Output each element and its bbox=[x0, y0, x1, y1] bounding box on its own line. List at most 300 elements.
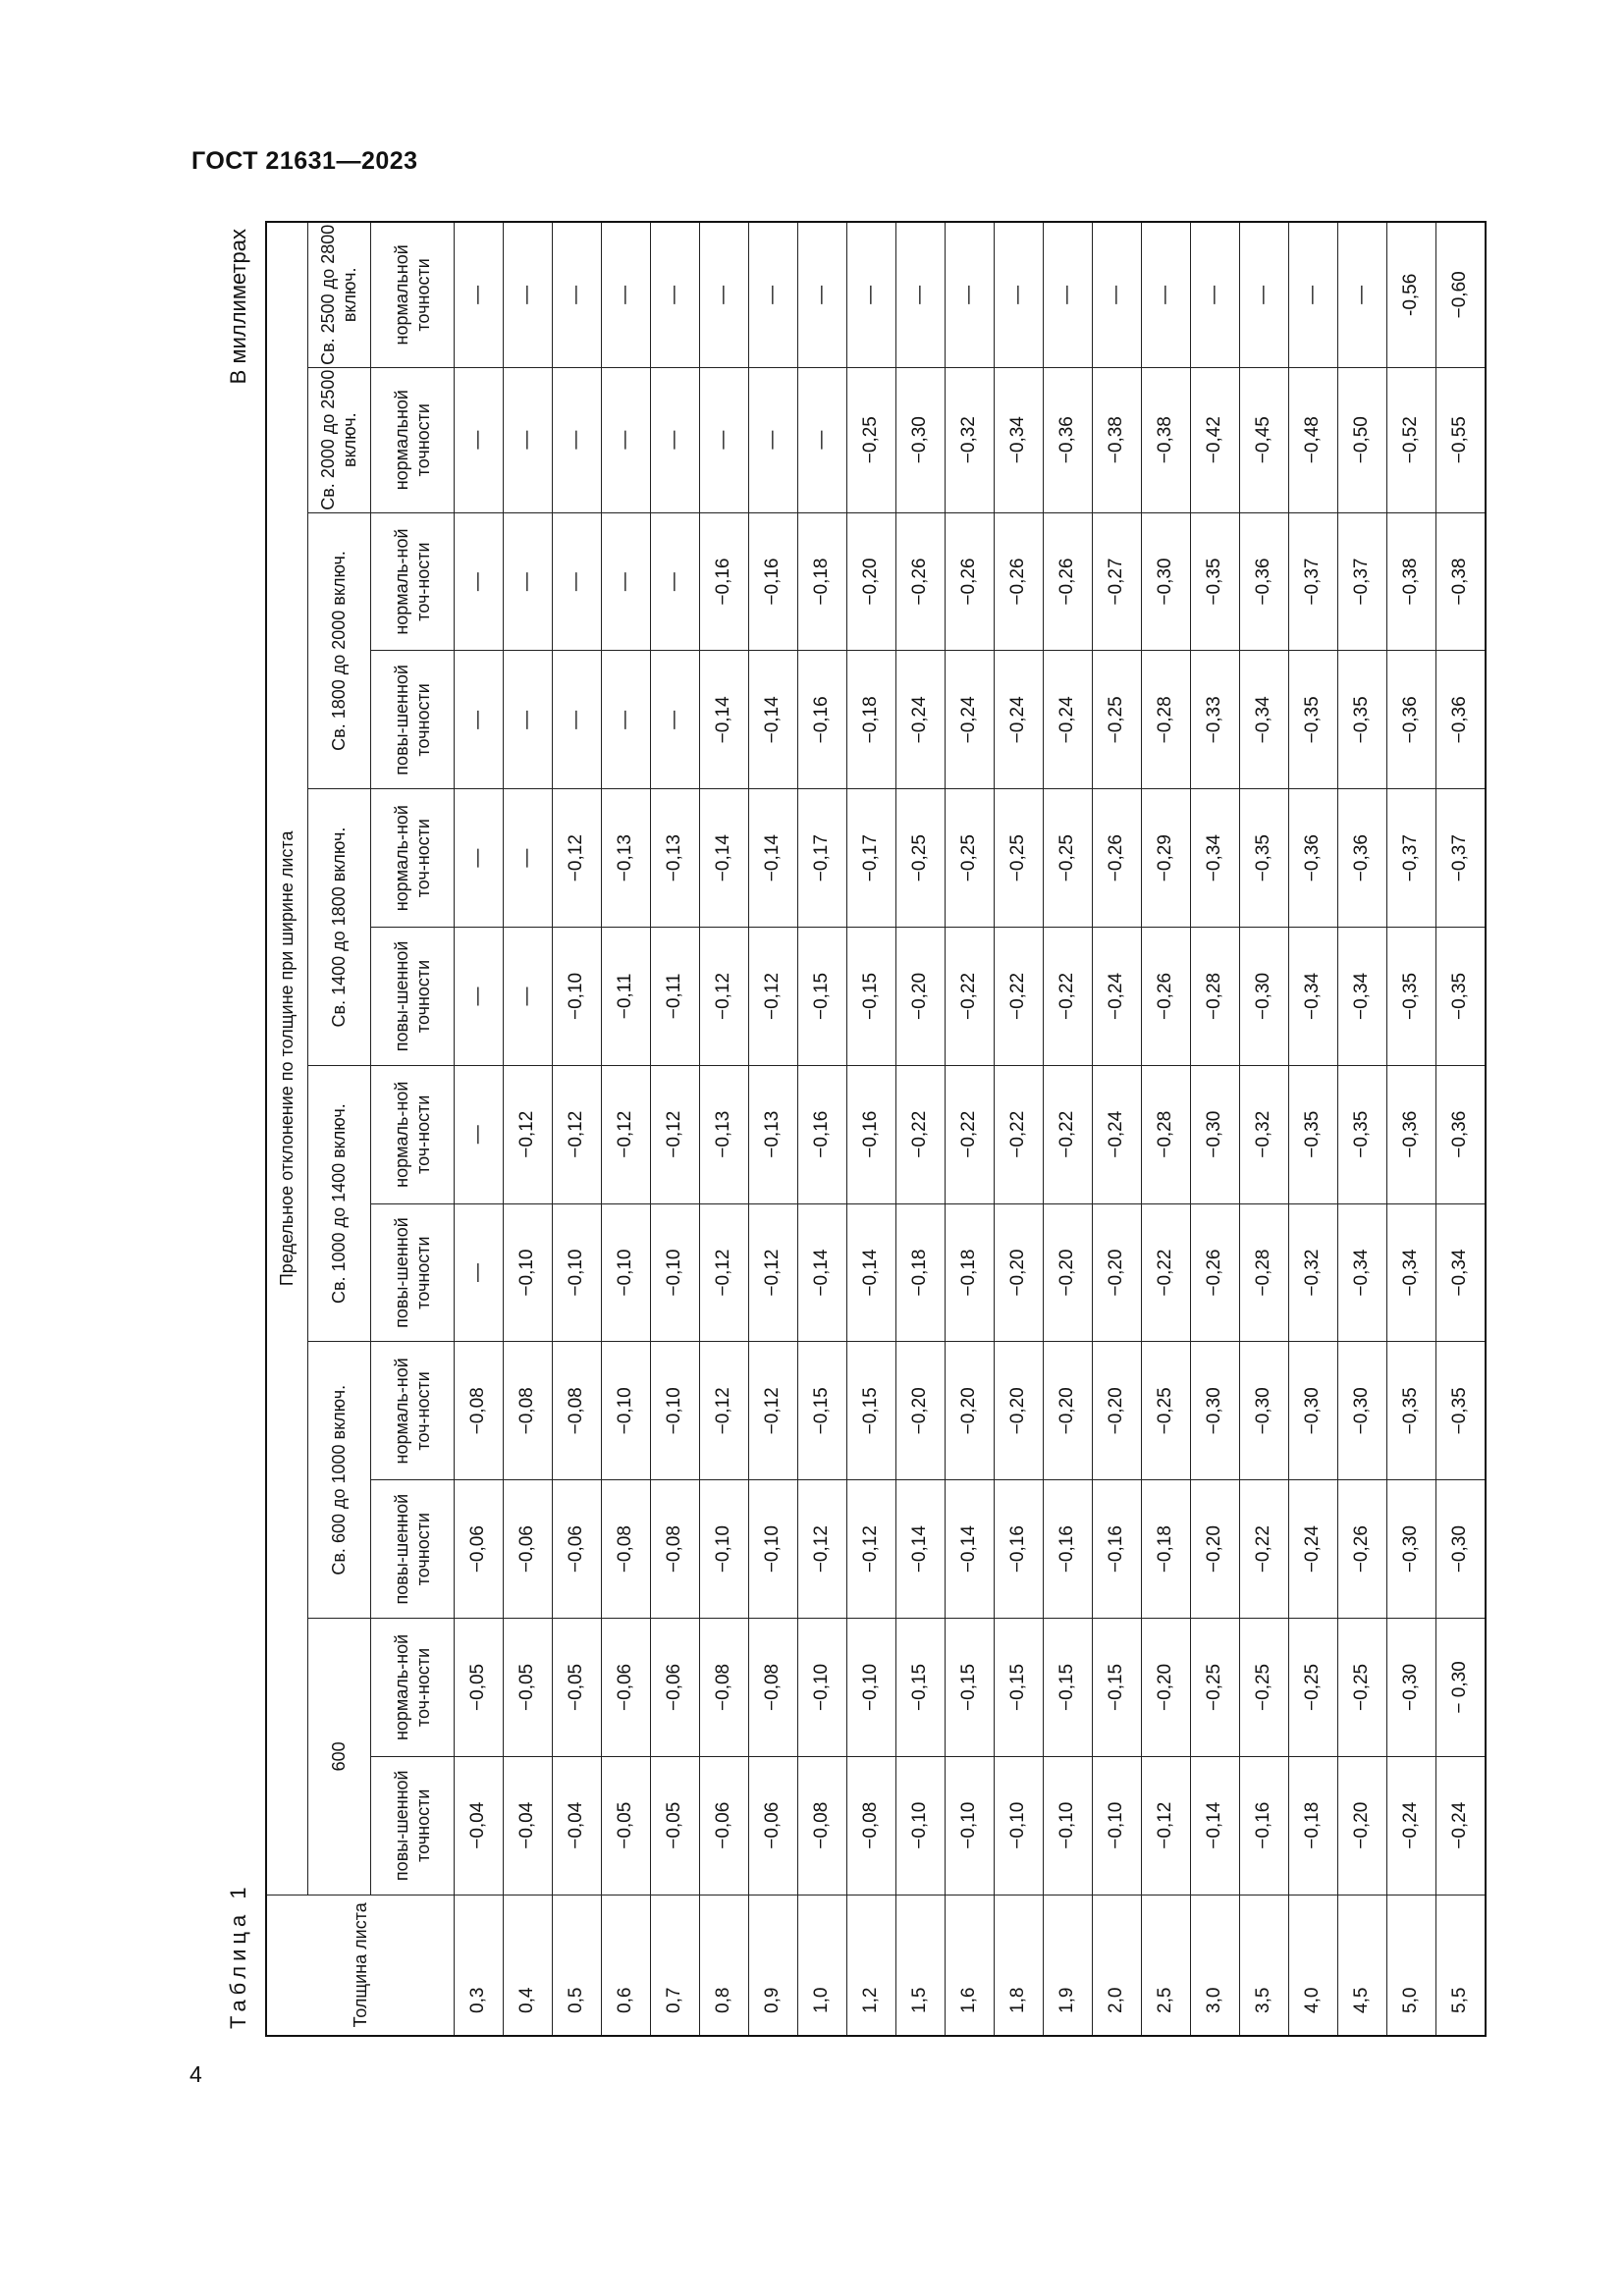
deviation-cell: — bbox=[895, 222, 945, 367]
accuracy-header: нормаль-ной точ-ности bbox=[370, 1342, 454, 1480]
deviation-cell: −0,35 bbox=[1288, 1065, 1337, 1203]
table-row bbox=[1043, 222, 1092, 2036]
deviation-cell: −0,14 bbox=[945, 1480, 994, 1619]
deviation-cell: −0,10 bbox=[895, 1756, 945, 1895]
deviation-cell: −0,24 bbox=[1386, 1756, 1435, 1895]
table-row bbox=[1190, 222, 1239, 2036]
accuracy-header: повы-шенной точности bbox=[370, 1756, 454, 1895]
width-group-header: Св. 600 до 1000 включ. bbox=[307, 1342, 370, 1619]
deviation-cell: −0,12 bbox=[846, 1480, 895, 1619]
deviation-cell: — bbox=[1092, 222, 1141, 367]
table-label: Таблица 1 bbox=[226, 1882, 250, 2029]
deviation-cell: — bbox=[454, 222, 503, 367]
deviation-cell: — bbox=[552, 222, 601, 367]
deviation-cell: — bbox=[454, 789, 503, 928]
deviation-cell: −0,33 bbox=[1190, 651, 1239, 789]
deviation-cell: −0,14 bbox=[846, 1203, 895, 1342]
deviation-cell: −0,08 bbox=[503, 1342, 552, 1480]
deviation-cell: −0,10 bbox=[945, 1756, 994, 1895]
deviation-cell: −0,10 bbox=[601, 1342, 650, 1480]
deviation-cell: −0,25 bbox=[1092, 651, 1141, 789]
deviation-cell: −0,16 bbox=[797, 1065, 846, 1203]
deviation-cell: −0,12 bbox=[699, 928, 748, 1066]
deviation-cell: −0,10 bbox=[748, 1480, 797, 1619]
deviation-cell: −0,12 bbox=[601, 1065, 650, 1203]
deviation-cell: −0,30 bbox=[1435, 1480, 1486, 1619]
accuracy-header: нормаль-ной точ-ности bbox=[370, 512, 454, 651]
deviation-cell: −0,36 bbox=[1288, 789, 1337, 928]
deviation-cell: −0,16 bbox=[748, 512, 797, 651]
deviation-cell: −0,20 bbox=[1043, 1203, 1092, 1342]
deviation-cell: −0,08 bbox=[552, 1342, 601, 1480]
deviation-cell: −0,20 bbox=[1190, 1480, 1239, 1619]
deviation-cell: −0,18 bbox=[1288, 1756, 1337, 1895]
deviation-cell: −0,13 bbox=[748, 1065, 797, 1203]
deviation-cell: −0,24 bbox=[1092, 1065, 1141, 1203]
deviation-cell: −0,34 bbox=[1386, 1203, 1435, 1342]
deviation-cell: −0,06 bbox=[699, 1756, 748, 1895]
deviation-cell: −0,28 bbox=[1190, 928, 1239, 1066]
deviation-cell: −0,25 bbox=[994, 789, 1043, 928]
deviation-cell: −0,34 bbox=[1435, 1203, 1486, 1342]
deviation-cell: −0,20 bbox=[1337, 1756, 1386, 1895]
thickness-cell: 5,0 bbox=[1386, 1895, 1435, 2036]
deviation-cell: −0,55 bbox=[1435, 367, 1486, 512]
deviation-cell: −0,35 bbox=[1435, 928, 1486, 1066]
document-code: ГОСТ 21631—2023 bbox=[191, 147, 418, 175]
deviation-cell: −0,25 bbox=[1190, 1619, 1239, 1757]
table-row bbox=[846, 222, 895, 2036]
deviation-cell: −0,10 bbox=[699, 1480, 748, 1619]
deviation-cell: — bbox=[503, 222, 552, 367]
units-label: В миллиметрах bbox=[226, 229, 250, 385]
deviation-cell: — bbox=[503, 651, 552, 789]
accuracy-header: нормальной точности bbox=[370, 367, 454, 512]
deviation-cell: — bbox=[650, 222, 699, 367]
thickness-header: Толщина листа bbox=[266, 1895, 454, 2036]
deviation-header: Предельное отклонение по толщине при ширине листа bbox=[266, 222, 307, 1895]
deviation-cell: −0,34 bbox=[1337, 928, 1386, 1066]
deviation-cell: −0,14 bbox=[699, 789, 748, 928]
thickness-cell: 0,5 bbox=[552, 1895, 601, 2036]
thickness-cell: 0,9 bbox=[748, 1895, 797, 2036]
deviation-cell: — bbox=[650, 367, 699, 512]
deviation-cell: — bbox=[454, 1065, 503, 1203]
deviation-cell: −0,36 bbox=[1337, 789, 1386, 928]
thickness-cell: 0,8 bbox=[699, 1895, 748, 2036]
deviation-cell: −0,06 bbox=[454, 1480, 503, 1619]
deviation-cell: −0,26 bbox=[1043, 512, 1092, 651]
deviation-cell: −0,32 bbox=[1239, 1065, 1288, 1203]
deviation-cell: −0,10 bbox=[601, 1203, 650, 1342]
table-row bbox=[1141, 222, 1190, 2036]
deviation-cell: −0,25 bbox=[1043, 789, 1092, 928]
table-row bbox=[945, 222, 994, 2036]
deviation-cell: −0,08 bbox=[699, 1619, 748, 1757]
deviation-cell: −0,14 bbox=[748, 789, 797, 928]
deviation-cell: −0,38 bbox=[1435, 512, 1486, 651]
deviation-cell: −0,10 bbox=[1043, 1756, 1092, 1895]
deviation-cell: — bbox=[797, 222, 846, 367]
deviation-cell: −0,22 bbox=[1239, 1480, 1288, 1619]
deviation-cell: −0,06 bbox=[748, 1756, 797, 1895]
deviation-cell: −0,10 bbox=[1092, 1756, 1141, 1895]
width-group-header: Св. 2500 до 2800 включ. bbox=[307, 222, 370, 367]
deviation-cell: −0,22 bbox=[994, 928, 1043, 1066]
table-row bbox=[601, 222, 650, 2036]
deviation-cell: −0,35 bbox=[1386, 1342, 1435, 1480]
deviation-cell: −0,13 bbox=[601, 789, 650, 928]
deviation-cell: −0,30 bbox=[1190, 1342, 1239, 1480]
deviation-cell: — bbox=[748, 222, 797, 367]
deviation-cell: −0,42 bbox=[1190, 367, 1239, 512]
deviation-cell: −0,13 bbox=[650, 789, 699, 928]
table-row bbox=[503, 222, 552, 2036]
deviation-cell: −0,35 bbox=[1337, 1065, 1386, 1203]
deviation-cell: −0,20 bbox=[994, 1203, 1043, 1342]
deviation-cell: −0,06 bbox=[650, 1619, 699, 1757]
deviation-cell: −0,29 bbox=[1141, 789, 1190, 928]
deviation-cell: −0,20 bbox=[895, 928, 945, 1066]
deviation-cell: −0,36 bbox=[1435, 1065, 1486, 1203]
deviation-cell: −0,30 bbox=[1337, 1342, 1386, 1480]
deviation-cell: −0,22 bbox=[994, 1065, 1043, 1203]
table-row bbox=[797, 222, 846, 2036]
deviation-cell: −0,35 bbox=[1435, 1342, 1486, 1480]
deviation-cell: −0,30 bbox=[1386, 1619, 1435, 1757]
deviation-cell: — bbox=[552, 367, 601, 512]
deviation-cell: — bbox=[1337, 222, 1386, 367]
deviation-cell: −0,34 bbox=[1337, 1203, 1386, 1342]
deviation-cell: — bbox=[601, 367, 650, 512]
deviation-cell: −0,14 bbox=[748, 651, 797, 789]
deviation-cell: −0,26 bbox=[1337, 1480, 1386, 1619]
deviation-cell: — bbox=[454, 928, 503, 1066]
table-row bbox=[1435, 222, 1486, 2036]
deviation-cell: −0,36 bbox=[1386, 651, 1435, 789]
deviation-cell: −0,10 bbox=[650, 1342, 699, 1480]
deviation-cell: −0,26 bbox=[994, 512, 1043, 651]
deviation-cell: −0,06 bbox=[601, 1619, 650, 1757]
deviation-cell: — bbox=[454, 651, 503, 789]
table-row bbox=[1386, 222, 1435, 2036]
deviation-cell: −0,17 bbox=[797, 789, 846, 928]
accuracy-header: повы-шенной точности bbox=[370, 1480, 454, 1619]
deviation-cell: −0,14 bbox=[699, 651, 748, 789]
deviation-cell: — bbox=[699, 222, 748, 367]
deviation-cell: −0,15 bbox=[797, 928, 846, 1066]
deviation-cell: — bbox=[454, 367, 503, 512]
deviation-cell: −0,37 bbox=[1288, 512, 1337, 651]
deviation-cell: −0,12 bbox=[699, 1203, 748, 1342]
deviation-cell: −0,37 bbox=[1337, 512, 1386, 651]
deviation-cell: — bbox=[699, 367, 748, 512]
deviation-cell: — bbox=[454, 1203, 503, 1342]
deviation-cell: −0,24 bbox=[895, 651, 945, 789]
deviation-cell: −0,24 bbox=[994, 651, 1043, 789]
deviation-cell: −0,25 bbox=[1141, 1342, 1190, 1480]
deviation-cell: −0,04 bbox=[454, 1756, 503, 1895]
deviation-cell: −0,35 bbox=[1337, 651, 1386, 789]
deviation-cell: −0,28 bbox=[1141, 1065, 1190, 1203]
thickness-cell: 5,5 bbox=[1435, 1895, 1486, 2036]
thickness-cell: 4,0 bbox=[1288, 1895, 1337, 2036]
deviation-cell: — bbox=[454, 512, 503, 651]
deviation-cell: −0,06 bbox=[503, 1480, 552, 1619]
deviation-cell: −0,18 bbox=[797, 512, 846, 651]
deviation-cell: −0,30 bbox=[1190, 1065, 1239, 1203]
width-group-header: Св. 1800 до 2000 включ. bbox=[307, 512, 370, 789]
deviation-cell: −0,38 bbox=[1092, 367, 1141, 512]
deviation-cell: −0,20 bbox=[1141, 1619, 1190, 1757]
deviation-cell: −0,12 bbox=[650, 1065, 699, 1203]
table-row bbox=[454, 222, 503, 2036]
table-row bbox=[748, 222, 797, 2036]
deviation-cell: −0,12 bbox=[748, 1342, 797, 1480]
deviation-cell: −0,30 bbox=[1239, 928, 1288, 1066]
deviation-cell: −0,15 bbox=[945, 1619, 994, 1757]
accuracy-header: нормаль-ной точ-ности bbox=[370, 1065, 454, 1203]
deviation-cell: −0,08 bbox=[454, 1342, 503, 1480]
table-row bbox=[895, 222, 945, 2036]
deviation-cell: −0,35 bbox=[1190, 512, 1239, 651]
deviation-cell: −0,08 bbox=[601, 1480, 650, 1619]
deviation-cell: −0,05 bbox=[650, 1756, 699, 1895]
thickness-cell: 1,8 bbox=[994, 1895, 1043, 2036]
deviation-cell: −0,24 bbox=[1092, 928, 1141, 1066]
deviation-cell: −0,16 bbox=[1043, 1480, 1092, 1619]
deviation-cell: −0,36 bbox=[1043, 367, 1092, 512]
thickness-cell: 3,5 bbox=[1239, 1895, 1288, 2036]
deviation-cell: − 0,30 bbox=[1435, 1619, 1486, 1757]
deviation-cell: −0,25 bbox=[1288, 1619, 1337, 1757]
deviation-cell: −0,05 bbox=[503, 1619, 552, 1757]
thickness-cell: 2,0 bbox=[1092, 1895, 1141, 2036]
deviation-cell: −0,10 bbox=[846, 1619, 895, 1757]
deviation-cell: −0,15 bbox=[797, 1342, 846, 1480]
deviation-cell: −0,14 bbox=[1190, 1756, 1239, 1895]
thickness-cell: 1,9 bbox=[1043, 1895, 1092, 2036]
deviation-cell: −0,20 bbox=[1092, 1342, 1141, 1480]
deviation-cell: — bbox=[503, 512, 552, 651]
deviation-cell: −0,28 bbox=[1141, 651, 1190, 789]
deviation-cell: −0,12 bbox=[552, 789, 601, 928]
deviation-cell: −0,18 bbox=[945, 1203, 994, 1342]
deviation-cell: −0,34 bbox=[1190, 789, 1239, 928]
deviation-cell: −0,15 bbox=[846, 1342, 895, 1480]
deviation-cell: −0,10 bbox=[650, 1203, 699, 1342]
deviation-cell: −0,12 bbox=[797, 1480, 846, 1619]
deviation-cell: −0,22 bbox=[945, 928, 994, 1066]
table-row bbox=[650, 222, 699, 2036]
deviation-cell: −0,12 bbox=[748, 1203, 797, 1342]
deviation-cell: — bbox=[650, 651, 699, 789]
deviation-cell: — bbox=[846, 222, 895, 367]
deviation-cell: −0,15 bbox=[895, 1619, 945, 1757]
deviation-cell: −0,16 bbox=[994, 1480, 1043, 1619]
deviation-cell: -0,56 bbox=[1386, 222, 1435, 367]
accuracy-header: нормаль-ной точ-ности bbox=[370, 789, 454, 928]
deviation-cell: −0,20 bbox=[945, 1342, 994, 1480]
deviation-cell: −0,20 bbox=[895, 1342, 945, 1480]
deviation-cell: −0,11 bbox=[601, 928, 650, 1066]
deviation-cell: −0,12 bbox=[1141, 1756, 1190, 1895]
deviation-cell: −0,52 bbox=[1386, 367, 1435, 512]
deviation-cell: — bbox=[1239, 222, 1288, 367]
thickness-cell: 0,6 bbox=[601, 1895, 650, 2036]
table-row bbox=[699, 222, 748, 2036]
deviation-cell: −0,08 bbox=[797, 1756, 846, 1895]
deviation-cell: −0,20 bbox=[994, 1342, 1043, 1480]
width-group-header: Св. 2000 до 2500 включ. bbox=[307, 367, 370, 512]
deviation-cell: −0,22 bbox=[895, 1065, 945, 1203]
deviation-cell: −0,08 bbox=[748, 1619, 797, 1757]
deviation-cell: −0,15 bbox=[994, 1619, 1043, 1757]
thickness-cell: 0,3 bbox=[454, 1895, 503, 2036]
deviation-cell: −0,12 bbox=[699, 1342, 748, 1480]
deviation-cell: −0,34 bbox=[1239, 651, 1288, 789]
deviation-cell: −0,32 bbox=[945, 367, 994, 512]
deviation-cell: −0,08 bbox=[846, 1756, 895, 1895]
deviation-cell: — bbox=[601, 512, 650, 651]
deviation-cell: — bbox=[601, 222, 650, 367]
deviation-cell: −0,36 bbox=[1435, 651, 1486, 789]
width-group-header: Св. 1400 до 1800 включ. bbox=[307, 789, 370, 1066]
deviation-cell: −0,18 bbox=[895, 1203, 945, 1342]
deviation-cell: — bbox=[1141, 222, 1190, 367]
deviation-cell: −0,14 bbox=[895, 1480, 945, 1619]
deviation-cell: −0,26 bbox=[895, 512, 945, 651]
deviation-cell: −0,50 bbox=[1337, 367, 1386, 512]
table-row bbox=[1239, 222, 1288, 2036]
deviation-cell: — bbox=[650, 512, 699, 651]
deviation-cell: −0,48 bbox=[1288, 367, 1337, 512]
deviation-cell: −0,35 bbox=[1239, 789, 1288, 928]
deviation-cell: — bbox=[552, 651, 601, 789]
deviation-cell: −0,37 bbox=[1386, 789, 1435, 928]
deviation-cell: −0,04 bbox=[503, 1756, 552, 1895]
deviation-cell: — bbox=[503, 789, 552, 928]
deviation-cell: −0,30 bbox=[1288, 1342, 1337, 1480]
thickness-cell: 1,0 bbox=[797, 1895, 846, 2036]
table-row bbox=[552, 222, 601, 2036]
deviation-cell: −0,22 bbox=[1141, 1203, 1190, 1342]
deviation-cell: — bbox=[1288, 222, 1337, 367]
deviation-cell: −0,35 bbox=[1288, 651, 1337, 789]
page-number: 4 bbox=[189, 2061, 202, 2087]
thickness-cell: 1,5 bbox=[895, 1895, 945, 2036]
deviation-cell: −0,30 bbox=[1141, 512, 1190, 651]
deviation-cell: — bbox=[797, 367, 846, 512]
deviation-cell: −0,25 bbox=[1239, 1619, 1288, 1757]
deviation-cell: −0,16 bbox=[1239, 1756, 1288, 1895]
deviation-cell: −0,08 bbox=[650, 1480, 699, 1619]
table-body bbox=[454, 222, 1486, 2036]
deviation-cell: −0,38 bbox=[1386, 512, 1435, 651]
deviation-cell: −0,38 bbox=[1141, 367, 1190, 512]
deviation-cell: −0,14 bbox=[797, 1203, 846, 1342]
deviation-cell: — bbox=[601, 651, 650, 789]
thickness-cell: 1,2 bbox=[846, 1895, 895, 2036]
deviation-cell: −0,25 bbox=[1337, 1619, 1386, 1757]
deviation-cell: −0,34 bbox=[1288, 928, 1337, 1066]
deviation-cell: −0,24 bbox=[945, 651, 994, 789]
deviation-cell: −0,10 bbox=[797, 1619, 846, 1757]
table-row bbox=[994, 222, 1043, 2036]
deviation-cell: −0,10 bbox=[552, 1203, 601, 1342]
deviation-cell: −0,16 bbox=[1092, 1480, 1141, 1619]
thickness-cell: 4,5 bbox=[1337, 1895, 1386, 2036]
deviation-cell: — bbox=[552, 512, 601, 651]
accuracy-header: нормальной точности bbox=[370, 222, 454, 367]
rotated-table-area bbox=[226, 221, 1473, 2037]
deviation-cell: −0,20 bbox=[1092, 1203, 1141, 1342]
deviation-cell: −0,10 bbox=[994, 1756, 1043, 1895]
deviation-cell: −0,34 bbox=[994, 367, 1043, 512]
deviation-cell: −0,26 bbox=[1190, 1203, 1239, 1342]
deviation-cell: −0,11 bbox=[650, 928, 699, 1066]
deviation-cell: −0,36 bbox=[1386, 1065, 1435, 1203]
accuracy-header: нормаль-ной точ-ности bbox=[370, 1619, 454, 1757]
deviation-cell: −0,20 bbox=[846, 512, 895, 651]
deviation-cell: — bbox=[1043, 222, 1092, 367]
accuracy-header: повы-шенной точности bbox=[370, 1203, 454, 1342]
deviation-cell: −0,25 bbox=[945, 789, 994, 928]
width-group-header: Св. 1000 до 1400 включ. bbox=[307, 1065, 370, 1342]
deviation-cell: −0,30 bbox=[1239, 1342, 1288, 1480]
deviation-cell: — bbox=[503, 367, 552, 512]
deviation-cell: −0,60 bbox=[1435, 222, 1486, 367]
deviation-cell: −0,37 bbox=[1435, 789, 1486, 928]
thickness-cell: 1,6 bbox=[945, 1895, 994, 2036]
accuracy-header: повы-шенной точности bbox=[370, 928, 454, 1066]
deviation-cell: −0,22 bbox=[1043, 928, 1092, 1066]
deviation-cell: −0,45 bbox=[1239, 367, 1288, 512]
deviation-cell: — bbox=[994, 222, 1043, 367]
thickness-cell: 0,4 bbox=[503, 1895, 552, 2036]
deviation-cell: −0,35 bbox=[1386, 928, 1435, 1066]
deviation-cell: −0,04 bbox=[552, 1756, 601, 1895]
deviation-cell: −0,36 bbox=[1239, 512, 1288, 651]
deviation-cell: −0,26 bbox=[945, 512, 994, 651]
deviation-cell: −0,16 bbox=[846, 1065, 895, 1203]
deviation-cell: −0,30 bbox=[1386, 1480, 1435, 1619]
deviation-cell: −0,27 bbox=[1092, 512, 1141, 651]
deviation-cell: −0,15 bbox=[846, 928, 895, 1066]
deviation-cell: −0,05 bbox=[454, 1619, 503, 1757]
deviation-cell: −0,24 bbox=[1435, 1756, 1486, 1895]
deviation-cell: −0,26 bbox=[1141, 928, 1190, 1066]
deviation-cell: — bbox=[503, 928, 552, 1066]
deviation-cell: −0,05 bbox=[552, 1619, 601, 1757]
table-row bbox=[1337, 222, 1386, 2036]
table-row bbox=[1288, 222, 1337, 2036]
deviation-cell: −0,05 bbox=[601, 1756, 650, 1895]
deviation-cell: −0,16 bbox=[699, 512, 748, 651]
deviation-cell: −0,18 bbox=[1141, 1480, 1190, 1619]
deviation-table bbox=[265, 221, 1487, 2037]
deviation-cell: −0,13 bbox=[699, 1065, 748, 1203]
deviation-cell: −0,25 bbox=[895, 789, 945, 928]
deviation-cell: −0,18 bbox=[846, 651, 895, 789]
deviation-cell: −0,20 bbox=[1043, 1342, 1092, 1480]
deviation-cell: −0,16 bbox=[797, 651, 846, 789]
deviation-cell: −0,28 bbox=[1239, 1203, 1288, 1342]
table-row bbox=[1092, 222, 1141, 2036]
deviation-cell: — bbox=[945, 222, 994, 367]
thickness-cell: 2,5 bbox=[1141, 1895, 1190, 2036]
deviation-cell: −0,24 bbox=[1043, 651, 1092, 789]
